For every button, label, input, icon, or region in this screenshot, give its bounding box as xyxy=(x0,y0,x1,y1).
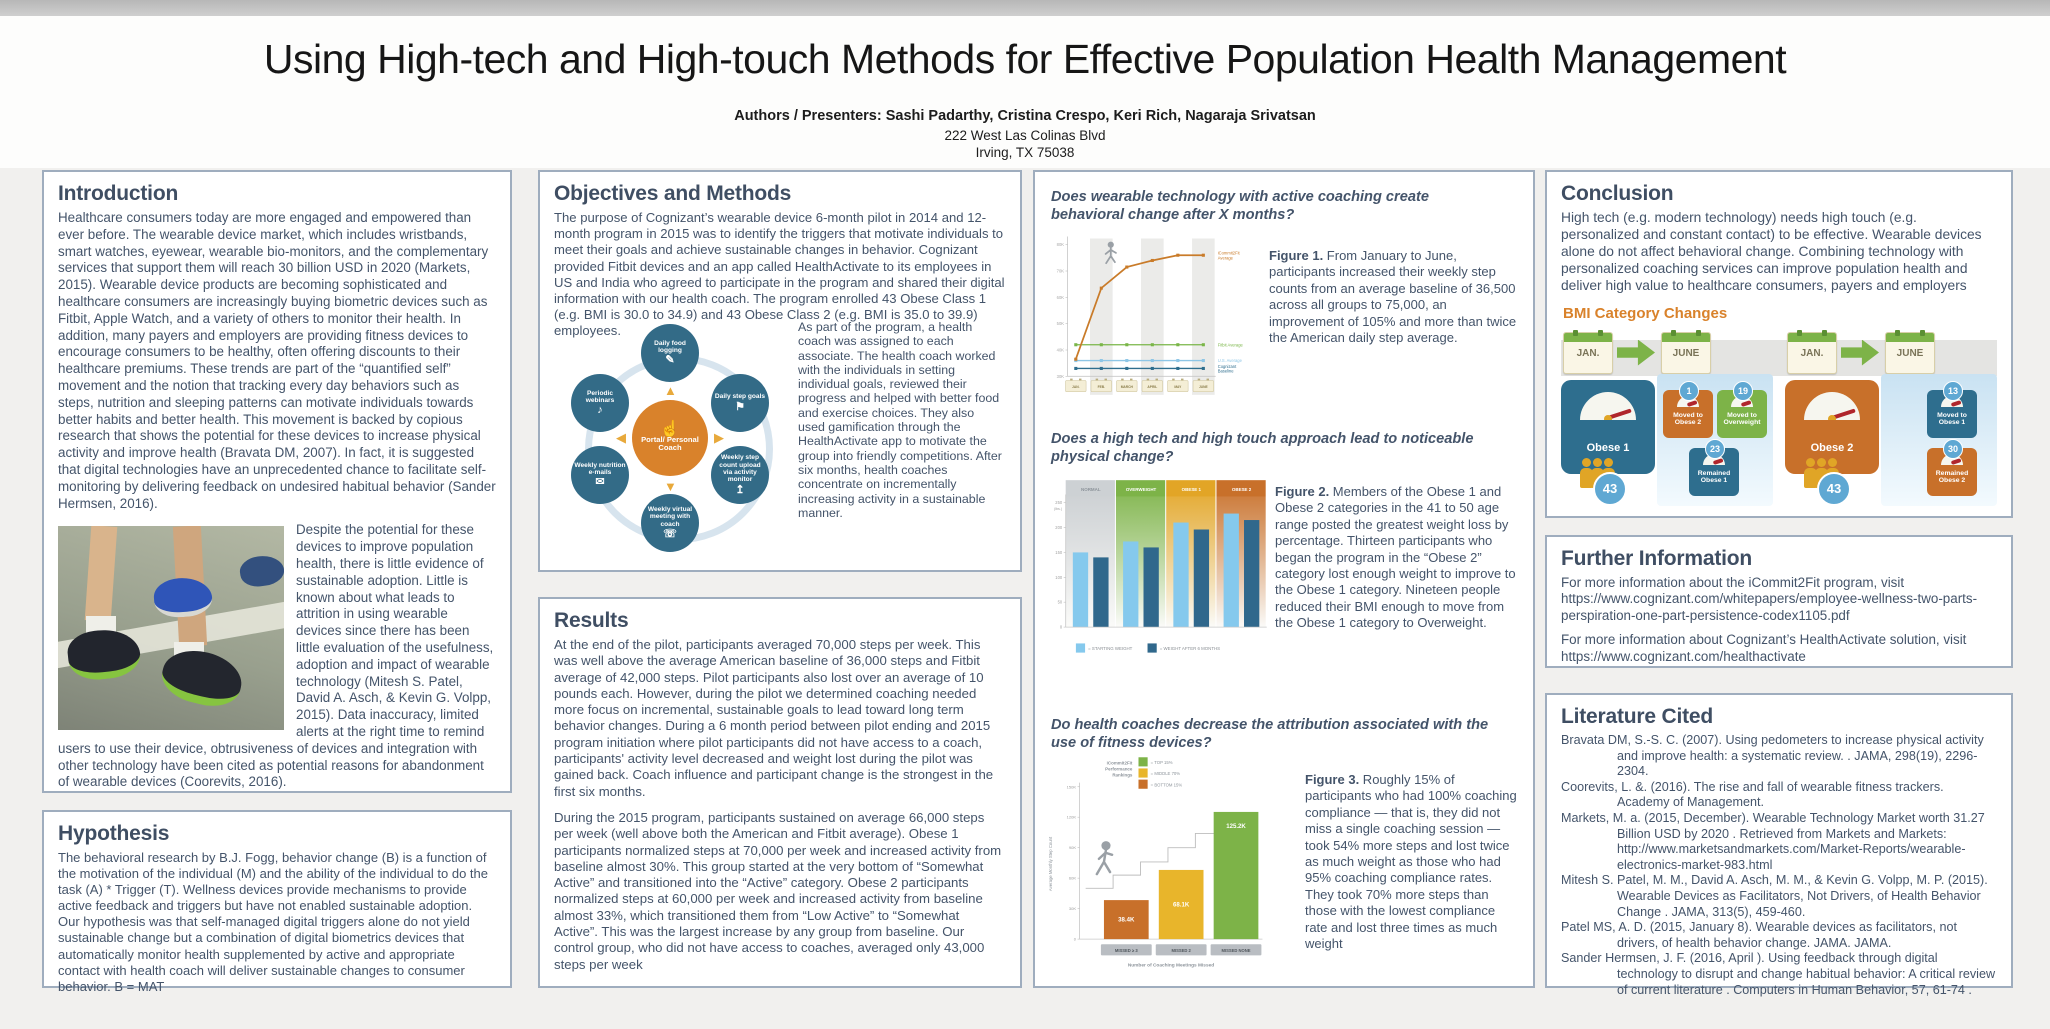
svg-text:iCommit2FitAverage: iCommit2Fit Average xyxy=(1217,250,1240,261)
bmi-category-label: Obese 2 xyxy=(1810,441,1854,454)
bmi-start-category xyxy=(1561,380,1655,497)
program-hub-diagram xyxy=(572,322,768,558)
calendar-ring xyxy=(1573,330,1578,336)
svg-text:OBESE 2: OBESE 2 xyxy=(1231,486,1252,492)
svg-text:JUNE: JUNE xyxy=(1198,384,1208,389)
webinar-icon: ♪ xyxy=(597,404,603,417)
figure2-caption: Figure 2. Members of the Obese 1 and Obese 2 categories in the 41 to 50 age range posted the greatest weight loss by percentage. Thirteen participants who began the program in the “Obese 2” category lost enough weight to improve to the Obese 1 category. Nineteen people reduced their BMI enough to move from the Obese 1 category to Overweight. xyxy=(1275,484,1516,631)
figure3-caption: Figure 3. Roughly 15% of participants who had 100% coaching compliance — that is, they did not miss a single coaching session — took 54% more steps and lost twice as much weight as those who had 95% coaching compliance rates. They took 70% more steps than those with the lowest compliance rate and lost three times as much weight xyxy=(1305,772,1517,952)
svg-text:30K: 30K xyxy=(1068,906,1077,912)
bmi-category-changes-graphic xyxy=(1561,328,1997,514)
svg-text:= MIDDLE 70%: = MIDDLE 70% xyxy=(1150,771,1181,777)
introduction-paragraph-2: Despite the potential for these devices to improve population health, there is little evidence of sustainable adoption. Little is known about what leads to attrition in using wearable devices since there has been little evaluation of the usefulness, adoption and impact of wearable technology (Mitesh S. Patel, David A. Asch, & Kevin G. Volpp, 2015). Data inaccuracy, limited alerts at the right time to remind users to use their device, obtrusiveness of devices and integration with other technology have been cited as potential reasons for abandonment of wearable devices (Coorevits, 2016). xyxy=(58,522,496,791)
calendar-month: JUNE xyxy=(1896,347,1924,359)
calendar-end xyxy=(1885,332,1935,374)
email-icon: ✉ xyxy=(595,476,605,489)
bmi-outcome-chip xyxy=(1663,385,1713,438)
hub-node-3: Weekly step count upload via activity monitor ↥ xyxy=(711,446,769,504)
svg-text:80K: 80K xyxy=(1056,242,1064,248)
figure3-bar-chart xyxy=(1043,752,1299,984)
further-info-paragraph-2: For more information about Cognizant’s HealthActivate solution, visit https://www.cognizant.com/healthactivate xyxy=(1561,632,1967,664)
svg-text:250: 250 xyxy=(1055,500,1063,506)
objectives-paragraph-2: As part of the program, a health coach was assigned to each associate. The health coach worked with the individuals in setting individual goals, reviewed their progress and helped with better food and exercise choices. They also used gamification through the HealthActivate app to motivate the group into friendly competitions. After six months, health coaches concentrate on incrementally increasing activity in a sustainable manner. xyxy=(798,320,1002,520)
hub-cycle-arrow: ▶ xyxy=(714,430,724,445)
further-info-heading: Further Information xyxy=(1561,547,1753,570)
calendar-ring xyxy=(1671,330,1676,336)
svg-text:MISSED 2: MISSED 2 xyxy=(1171,947,1191,953)
svg-text:= TOP 15%: = TOP 15% xyxy=(1150,759,1173,765)
reference-item: Patel MS, A. D. (2015, January 8). Wearable devices as facilitators, not drivers, of health behavior change. JAMA. JAMA. xyxy=(1561,920,1957,950)
figure1-line-chart xyxy=(1047,230,1263,426)
bmi-start-category xyxy=(1785,380,1879,497)
literature-heading: Literature Cited xyxy=(1561,705,1713,728)
svg-text:U.S. Average: U.S. Average xyxy=(1217,358,1242,364)
calendar-header xyxy=(1662,333,1710,342)
svg-text:68.1K: 68.1K xyxy=(1173,901,1190,909)
question-3: Do health coaches decrease the attribution associated with the use of fitness devices? xyxy=(1051,717,1489,751)
introduction-paragraph-1: Healthcare consumers today are more engaged and empowered than ever before. The wearable device market, which includes wristbands, smart watches, eyewear, wearable bio-monitors, and the complementary services that support them will reach 30 billion USD in 2020 (Markets, 2015). Wearable device products are becoming sophisticated and healthcare consumers are increasingly buying biometric devices such as Fitbit, Apple Watch, and a variety of others to monitor their health. In addition, many payers and employers are providing fitness devices to encourage consumers to be healthy, often offering discounts to their healthcare premiums. These trends are part of the “quantified self” movement and the notion that tracking every day behaviors such as steps, nutrition and sleeping patterns can motivate individuals towards better habits and better health. This movement is backed by copious research that shows the potential for these devices to increase physical activity and improve health (Bravata DM, 2007). In fact, it is suggested that digital technologies have an unprecedented chance to facilitate self-monitoring by delivering feedback on undesired habitual behavior (Sander Hermsen, 2016). xyxy=(58,210,496,511)
outcome-label: Remained Obese 1 xyxy=(1697,469,1731,485)
figures-section xyxy=(1033,170,1535,988)
hub-cycle-arrow: ▲ xyxy=(664,383,677,398)
conclusion-section xyxy=(1545,170,2013,518)
svg-text:NORMAL: NORMAL xyxy=(1081,486,1101,492)
upload-icon: ↥ xyxy=(735,483,745,496)
hypothesis-paragraph: The behavioral research by B.J. Fogg, behavior change (B) is a function of the motivation of the individual (M) and the ability of the individual to do the task (A) * Trigger (T). Wellness devices provide mechanisms to provide active feedback and triggers but have not enabled sustainable adoption. Our hypothesis was that self-managed digital triggers alone do not yield sustainable change but a combination of digital biometrics devices that automatically monitor health supplemented by active and appropriate contact with health coach will deliver sustainable changes to consumer behavior. B = MAT xyxy=(58,850,488,994)
figure2-bar-chart xyxy=(1041,472,1271,672)
calendar-start xyxy=(1563,332,1613,374)
objectives-heading: Objectives and Methods xyxy=(554,182,792,205)
conclusion-heading: Conclusion xyxy=(1561,182,1674,205)
calendar-ring xyxy=(1696,330,1701,336)
references-list xyxy=(1561,733,1997,998)
results-heading: Results xyxy=(554,609,629,632)
outcome-count-badge: 19 xyxy=(1733,381,1753,401)
outcome-count-badge: 23 xyxy=(1705,439,1725,459)
address-line-1: 222 West Las Colinas Blvd xyxy=(944,128,1106,143)
introduction-section xyxy=(42,170,512,793)
further-info-paragraph-1: For more information about the iCommit2Fit program, visit https://www.cognizant.com/whitepapers/employee-wellness-two-parts-perspiration-one-part-persistence-codex1105.pdf xyxy=(1561,575,1978,623)
outcome-label: Moved to Overweight xyxy=(1723,411,1761,427)
bmi-outcome-chip xyxy=(1927,385,1977,438)
hub-node-1: Daily food logging ✎ xyxy=(641,324,699,382)
svg-text:150K: 150K xyxy=(1066,784,1077,790)
hub-node-2: Daily step goals ⚑ xyxy=(711,374,769,432)
calendar-header xyxy=(1886,333,1934,342)
hub-cycle-arrow: ▼ xyxy=(664,479,677,494)
meeting-icon: ☏ xyxy=(663,528,677,541)
calendar-ring xyxy=(1797,330,1802,336)
calendar-header xyxy=(1564,333,1612,342)
svg-text:OVERWEIGHT: OVERWEIGHT xyxy=(1125,486,1157,492)
svg-text:60K: 60K xyxy=(1068,875,1077,881)
outcome-count-badge: 1 xyxy=(1679,381,1699,401)
bmi-graphic-title: BMI Category Changes xyxy=(1563,304,1728,322)
svg-text:= STARTING WEIGHT: = STARTING WEIGHT xyxy=(1088,646,1133,652)
address-line-2: Irving, TX 75038 xyxy=(975,145,1075,160)
hub-cycle-arrow: ◀ xyxy=(616,430,626,445)
calendar-end xyxy=(1661,332,1711,374)
svg-text:40K: 40K xyxy=(1056,347,1064,353)
calendar-ring xyxy=(1598,330,1603,336)
runners-shoes-photo xyxy=(58,526,284,730)
svg-text:= WEIGHT AFTER 6 MONTHS: = WEIGHT AFTER 6 MONTHS xyxy=(1159,646,1221,652)
food-logging-icon: ✎ xyxy=(665,354,675,367)
svg-text:CognizantBaseline: Cognizant Baseline xyxy=(1217,363,1237,374)
hub-center-node: ☝ Portal/ Personal Coach xyxy=(632,400,708,476)
objectives-methods-section xyxy=(538,170,1022,572)
hub-node-4: Weekly virtual meeting with coach ☏ xyxy=(641,494,699,552)
top-window-strip xyxy=(0,0,2050,16)
svg-text:FEB.: FEB. xyxy=(1097,384,1106,389)
question-2: Does a high tech and high touch approach lead to noticeable physical change? xyxy=(1051,431,1474,465)
objectives-paragraph-1: The purpose of Cognizant’s wearable device 6-month pilot in 2014 and 12-month program in 2015 was to identify the triggers that motivate individuals to meet their goals and achieve sustainable changes in behavior. Cognizant provided Fitbit devices and an app called HealthActivate to its employees in US and India who agreed to participate in the program and shared their digital information with our health coach. The program enrolled 43 Obese Class 1 (e.g. BMI is 30.0 to 34.9) and 43 Obese Class 2 (e.g. BMI is 35.0 to 39.9) employees. xyxy=(554,210,1005,339)
outcome-count-badge: 30 xyxy=(1943,439,1963,459)
svg-text:30K: 30K xyxy=(1056,373,1064,379)
bmi-outcome-chip xyxy=(1927,443,1977,496)
participant-count-badge: 43 xyxy=(1817,472,1851,506)
calendar-month: JAN. xyxy=(1576,347,1600,359)
svg-text:200: 200 xyxy=(1055,525,1063,531)
participant-count-badge: 43 xyxy=(1593,472,1627,506)
reference-item: Bravata DM, S.-S. C. (2007). Using pedometers to increase physical activity and improve health: a systematic review. . JAMA, 298(19), 2296-2304. xyxy=(1561,733,1984,779)
svg-text:0: 0 xyxy=(1073,936,1077,942)
svg-text:125.2K: 125.2K xyxy=(1226,823,1246,831)
outcome-count-badge: 13 xyxy=(1943,381,1963,401)
results-section xyxy=(538,597,1022,988)
svg-text:150: 150 xyxy=(1055,549,1063,555)
svg-text:120K: 120K xyxy=(1066,814,1077,820)
reference-item: Markets, M. a. (2015, December). Wearable Technology Market worth 31.27 Billion USD by 2020 . Retrieved from Markets and Markets: http://www.marketsandmarkets.com/Market-Reports/wearable-electronics-market-983.html xyxy=(1561,810,1985,872)
svg-text:(lbs.): (lbs.) xyxy=(1053,506,1063,511)
calendar-ring xyxy=(1895,330,1900,336)
outcome-label: Remained Obese 2 xyxy=(1935,469,1969,485)
svg-text:MARCH: MARCH xyxy=(1120,384,1133,389)
bmi-category-label: Obese 1 xyxy=(1586,441,1630,454)
svg-text:iCommit2Fit: iCommit2Fit xyxy=(1106,760,1133,766)
svg-text:0: 0 xyxy=(1059,624,1063,630)
svg-text:MISSED ≥ 3: MISSED ≥ 3 xyxy=(1114,947,1138,953)
reference-item: Coorevits, L. &. (2016). The rise and fall of wearable fitness trackers. Academy of Management. xyxy=(1561,779,1944,810)
svg-text:50K: 50K xyxy=(1056,321,1064,327)
question-1: Does wearable technology with active coaching create behavioral change after X months? xyxy=(1051,189,1429,223)
hub-node-5: Weekly nutrition e-mails ✉ xyxy=(571,446,629,504)
svg-text:Average Monthly Step Count: Average Monthly Step Count xyxy=(1048,836,1054,892)
svg-text:Fitbit Average: Fitbit Average xyxy=(1217,342,1243,348)
svg-text:38.4K: 38.4K xyxy=(1118,916,1135,924)
thumbs-up-icon: ☝ xyxy=(660,420,680,438)
svg-text:Number of Coaching Meetings Mi: Number of Coaching Meetings Missed xyxy=(1127,963,1215,969)
gauge-icon xyxy=(1580,392,1636,420)
reference-item: Sander Hermsen, J. F. (2016, April ). Using feedback through digital technology to disrupt and change habitual behavior: A critical review of current literature . Computers in Human Behavior, 57, 61-74 . xyxy=(1561,951,1996,997)
svg-text:50: 50 xyxy=(1057,599,1063,605)
svg-text:MISSED NONE: MISSED NONE xyxy=(1221,947,1251,953)
calendar-ring xyxy=(1822,330,1827,336)
calendar-month: JUNE xyxy=(1672,347,1700,359)
page-title: Using High-tech and High-touch Methods for Effective Population Health Management xyxy=(263,36,1787,82)
hub-node-6: Periodic webinars ♪ xyxy=(571,374,629,432)
svg-text:OBESE 1: OBESE 1 xyxy=(1181,486,1202,492)
further-information-section xyxy=(1545,535,2013,668)
calendar-ring xyxy=(1920,330,1925,336)
hypothesis-section xyxy=(42,810,512,994)
hypothesis-heading: Hypothesis xyxy=(58,822,170,845)
conclusion-paragraph: High tech (e.g. modern technology) needs high touch (e.g. personalized and constant contact) to be effective. Wearable devices alone do not affect behavioral change. Combining technology with personalized coaching services can improve population health and deliver high value to healthcare consumers, payers and employers xyxy=(1561,210,1982,293)
svg-text:70K: 70K xyxy=(1056,268,1064,274)
calendar-month: JAN. xyxy=(1800,347,1824,359)
gauge-icon xyxy=(1804,392,1860,420)
svg-text:APRIL: APRIL xyxy=(1147,384,1158,389)
outcome-label: Moved to Obese 2 xyxy=(1673,411,1703,427)
results-paragraph-2: During the 2015 program, participants sustained on average 66,000 steps per week (well above both the American and Fitbit average). Obese 1 participants normalized steps at 70,000 per week and increased activity from baseline almost 30%. This group started at the very bottom of “Somewhat Active” and transitioned into the “Active” category. Obese 2 participants normalized steps at 60,000 per week and increased activity from baseline almost 33%, which transitioned them from “Low Active” to “Somewhat Active”. This was the largest increase by any group from baseline. Our control group, who did not have access to coaches, averaged only 43,000 steps per week xyxy=(554,809,1002,972)
svg-text:= BOTTOM 15%: = BOTTOM 15% xyxy=(1150,782,1183,788)
step-goals-icon: ⚑ xyxy=(735,400,745,413)
results-paragraph-1: At the end of the pilot, participants averaged 70,000 steps per week. This was well above the average American baseline of 36,000 steps and Fitbit average of 42,000 steps. Pilot participants also lost over an average of 10 pounds each. However, during the pilot we determined coaching needed more focus on incremental, sustainable goals to lead toward long term behavior changes. During a 6 month period between pilot ending and 2015 program initiation where pilot participants did not have access to a coach, participants' activity level decreased and weight lost during the pilot was gained back. Coach influence and participant change is the strongest in the first six months. xyxy=(554,637,994,799)
svg-text:MAY: MAY xyxy=(1174,384,1182,389)
outcome-label: Moved to Obese 1 xyxy=(1937,411,1967,427)
calendar-start xyxy=(1787,332,1837,374)
bmi-outcome-chip xyxy=(1689,443,1739,496)
svg-text:90K: 90K xyxy=(1068,845,1077,851)
introduction-heading: Introduction xyxy=(58,182,179,205)
authors-line: Authors / Presenters: Sashi Padarthy, Cristina Crespo, Keri Rich, Nagaraja Srivatsan xyxy=(734,108,1316,124)
figure1-caption: Figure 1. From January to June, participants increased their weekly step counts from an average baseline of 36,500 across all groups to 75,000, an improvement of 105% and more than twice the American daily step average. xyxy=(1269,248,1517,346)
svg-text:Performance: Performance xyxy=(1105,766,1133,772)
reference-item: Mitesh S. Patel, M. M., David A. Asch, M. M., & Kevin G. Volpp, M. P. (2015). Wearable Devices as Facilitators, Not Drivers, of Health Behavior Change . JAMA, 313(5), 459-460. xyxy=(1561,873,1988,919)
svg-text:Rankings: Rankings xyxy=(1112,772,1133,778)
literature-cited-section xyxy=(1545,693,2013,997)
svg-text:JAN.: JAN. xyxy=(1072,384,1080,389)
svg-text:100: 100 xyxy=(1055,574,1063,580)
svg-text:60K: 60K xyxy=(1056,294,1064,300)
calendar-header xyxy=(1788,333,1836,342)
bmi-outcome-chip xyxy=(1717,385,1767,438)
